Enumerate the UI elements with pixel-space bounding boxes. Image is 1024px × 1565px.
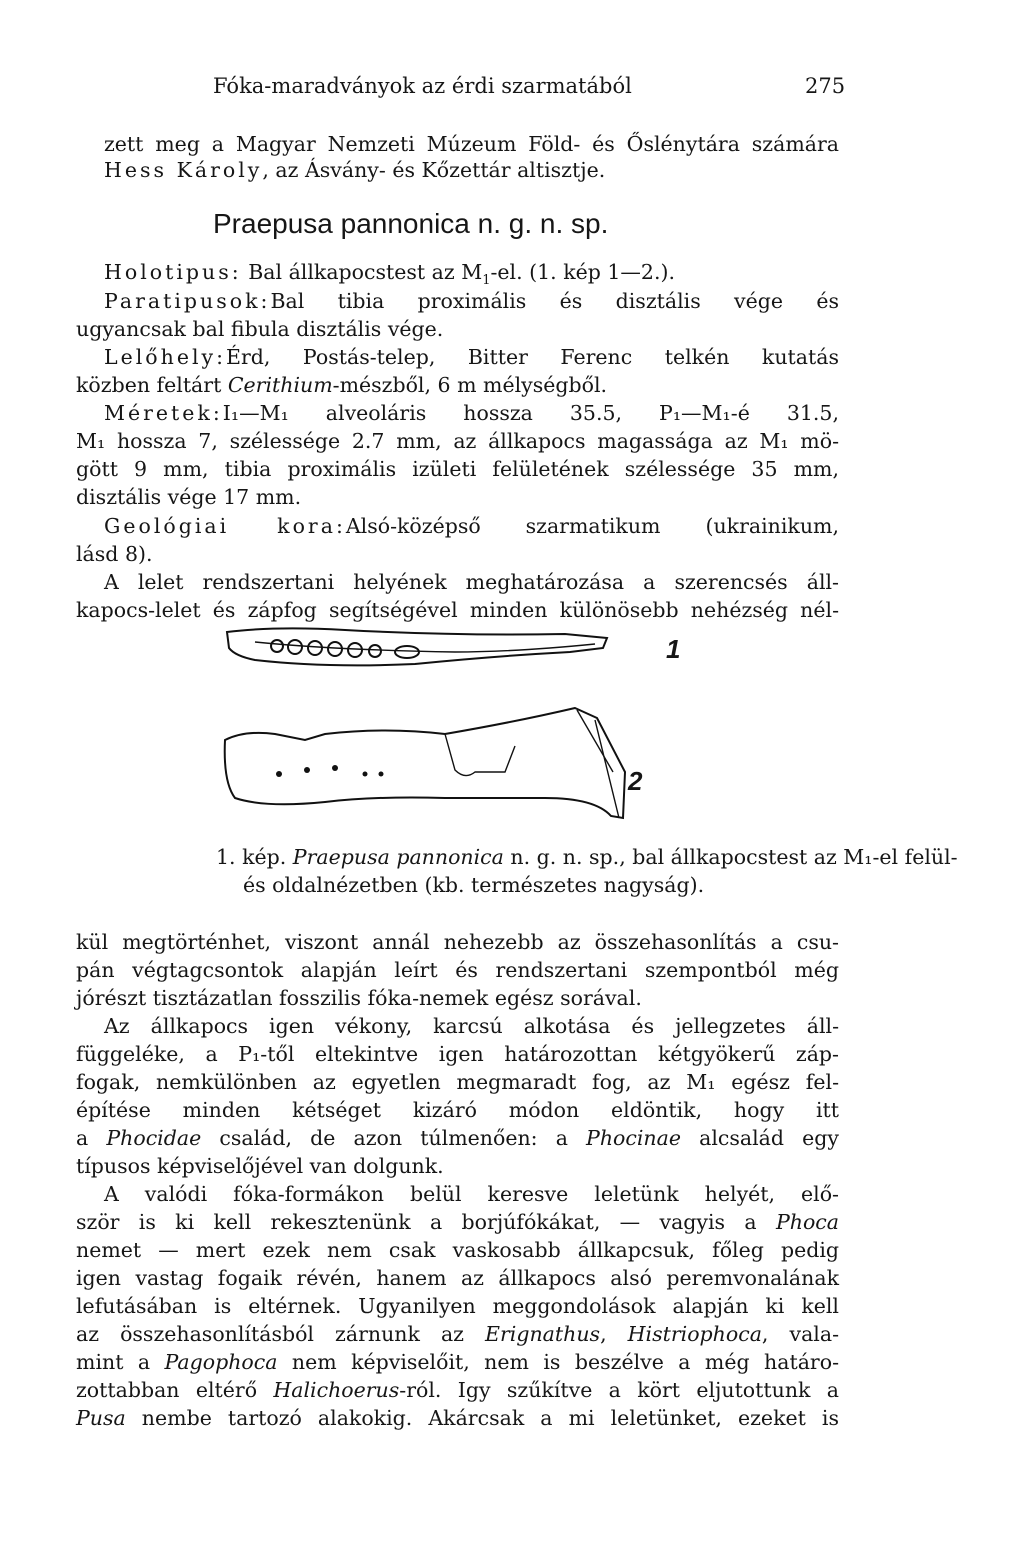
species-heading: Praepusa pannonica n. g. n. sp. [213, 208, 609, 239]
body-line-3: jórészt tisztázatlan fosszilis fóka-nemek egész sorával. [76, 986, 642, 1010]
body-line-15: az összehasonlításból zárnunk az Erignathus, Histriophoca, vala- [76, 1322, 839, 1346]
body-line-17: zottabban eltérő Halichoerus-ról. Igy szűkítve a kört eljutottunk a [76, 1378, 840, 1402]
age-line-2: lásd 8). [76, 542, 153, 566]
body-line-12: nemet — mert ezek nem csak vaskosabb állkapcsuk, főleg pedig [76, 1238, 839, 1262]
paragraph-line-2: kapocs-lelet és zápfog segítségével minden különösebb nehézség nél- [76, 598, 839, 622]
body-line-18: Pusa nembe tartozó alakokig. Akárcsak a mi leletünket, ezeket is [76, 1406, 839, 1430]
figure-label-1: 1 [666, 634, 681, 664]
body-line-8: a Phocidae család, de azon túlmenően: a Phocinae alcsalád egy [76, 1126, 839, 1150]
age-label: Geológiai kora: [104, 514, 346, 538]
running-title: Fóka-maradványok az érdi szarmatából [213, 74, 632, 98]
intro-line-1: zett meg a Magyar Nemzeti Múzeum Föld- és Őslénytára számára [104, 132, 839, 156]
body-line-13: igen vastag fogaik révén, hanem az állkapocs alsó peremvonalának [76, 1266, 839, 1290]
holotype-label: Holotipus: [104, 260, 242, 284]
locality-label: Lelőhely: [104, 345, 227, 369]
mandible-drawing [215, 622, 655, 822]
body-line-5: függeléke, a P₁-től eltekintve igen határozottan kétgyökerű záp- [76, 1042, 839, 1066]
measure-label: Méretek: [104, 401, 223, 425]
body-line-7: építése minden kétséget kizáró módon eldöntik, hogy itt [76, 1098, 839, 1122]
measure-line-2: M₁ hossza 7, szélessége 2.7 mm, az állkapocs magassága az M₁ mö- [76, 429, 839, 453]
holotype-line: Holotipus: Bal állkapocstest az $M_1-el$. (1. kép 1—2.). [104, 260, 675, 289]
body-line-16: mint a Pagophoca nem képviselőit, nem is beszélve a még határo- [76, 1350, 839, 1374]
age-line-1: Geológiai kora:Alsó-középső szarmatikum (ukrainikum, [104, 514, 839, 538]
body-line-2: pán végtagcsontok alapján leírt és rendszertani szempontból még [76, 958, 839, 982]
paratype-line-2: ugyancsak bal fibula disztális vége. [76, 317, 444, 341]
body-line-11: ször is ki kell rekesztenünk a borjúfókákat, — vagyis a Phoca [76, 1210, 839, 1234]
measure-line-1: Méretek:I₁—M₁ alveoláris hossza 35.5, P₁—M₁-é 31.5, [104, 401, 839, 425]
body-line-6: fogak, nemkülönben az egyetlen megmaradt fog, az M₁ egész fel- [76, 1070, 839, 1094]
page-number: 275 [805, 74, 846, 98]
paratype-label: Paratipusok: [104, 289, 271, 313]
mandible-side-view [225, 708, 625, 818]
paragraph-line-1: A lelet rendszertani helyének meghatározása a szerencsés áll- [104, 570, 839, 594]
figure-label-2: 2 [628, 766, 643, 796]
collector-name: Hess Károly [104, 158, 263, 182]
measure-line-3: gött 9 mm, tibia proximális izületi felületének szélessége 35 mm, [76, 457, 839, 481]
measure-line-4: disztális vége 17 mm. [76, 485, 302, 509]
mandible-top-view [227, 628, 607, 665]
body-line-9: típusos képviselőjével van dolgunk. [76, 1154, 444, 1178]
figure-caption-line-1: 1. kép. Praepusa pannonica n. g. n. sp., bal állkapocstest az M₁-el felül- [216, 845, 958, 869]
running-header [0, 74, 1024, 104]
paratype-line-1: Paratipusok:Bal tibia proximális és disztális vége és [104, 289, 839, 313]
mandible-figure [215, 622, 655, 822]
locality-line-2: közben feltárt Cerithium-mészből, 6 m mélységből. [76, 373, 608, 397]
body-line-1: kül megtörténhet, viszont annál nehezebb az összehasonlítás a csu- [76, 930, 839, 954]
body-line-14: lefutásában is eltérnek. Ugyanilyen meggondolások alapján ki kell [76, 1294, 839, 1318]
body-line-10: A valódi fóka-formákon belül keresve leletünk helyét, elő- [104, 1182, 839, 1206]
body-line-4: Az állkapocs igen vékony, karcsú alkotása és jellegzetes áll- [104, 1014, 839, 1038]
figure-caption-line-2: és oldalnézetben (kb. természetes nagyság). [243, 873, 705, 897]
intro-line-2: Hess Károly, az Ásvány- és Kőzettár altisztje. [104, 158, 606, 182]
locality-line-1: Lelőhely:Érd, Postás-telep, Bitter Ferenc telkén kutatás [104, 345, 839, 369]
